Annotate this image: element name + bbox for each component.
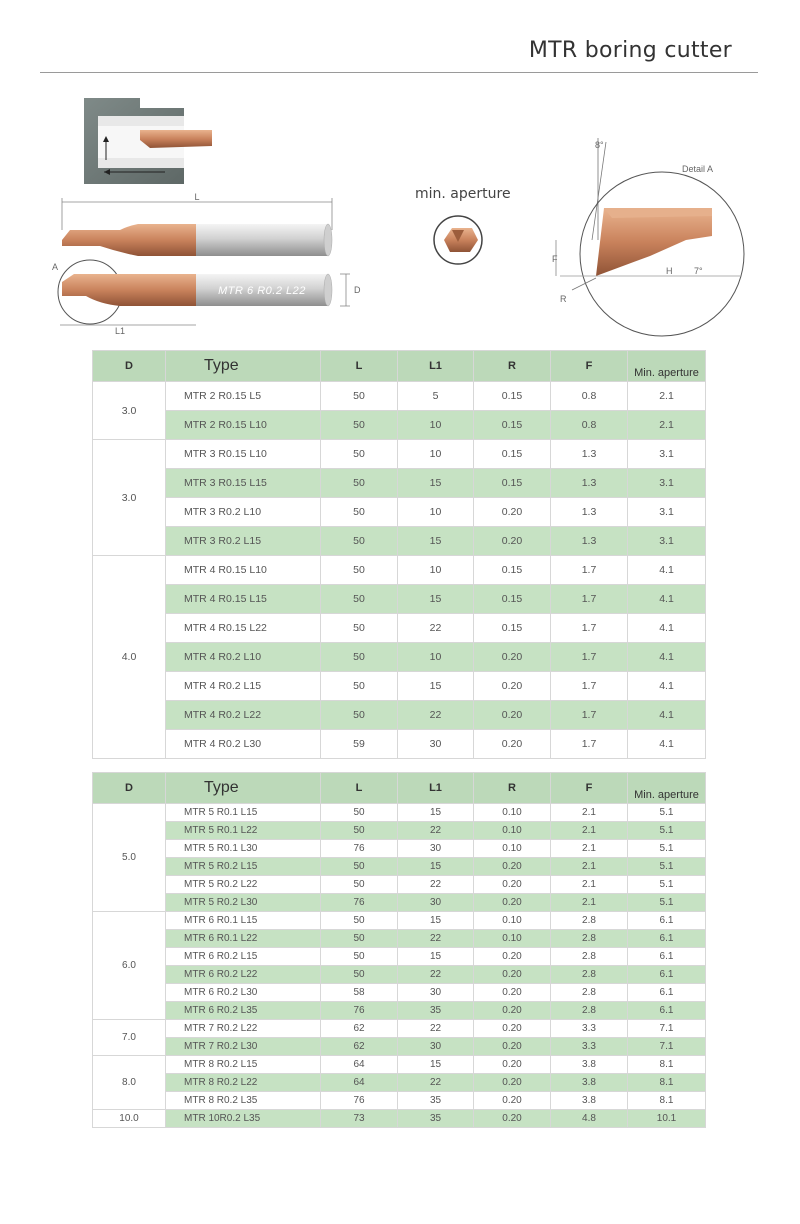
length-cell: 50 <box>321 672 398 701</box>
type-cell: MTR 5 R0.1 L30 <box>166 840 321 858</box>
diameter-cell: 3.0 <box>93 382 166 440</box>
min-aperture-cell: 8.1 <box>628 1092 706 1110</box>
length1-cell: 22 <box>398 1020 474 1038</box>
min-aperture-cell: 6.1 <box>628 948 706 966</box>
f-cell: 3.8 <box>551 1056 628 1074</box>
length1-cell: 15 <box>398 469 474 498</box>
radius-cell: 0.20 <box>474 527 551 556</box>
radius-cell: 0.10 <box>474 930 551 948</box>
length-cell: 76 <box>321 1092 398 1110</box>
header-d: D <box>93 773 166 804</box>
diameter-cell: 6.0 <box>93 912 166 1020</box>
spec-table-2-body <box>93 804 706 1128</box>
tool-marked-view <box>52 260 361 336</box>
length-cell: 50 <box>321 876 398 894</box>
radius-cell: 0.15 <box>474 411 551 440</box>
length-cell: 50 <box>321 440 398 469</box>
length-cell: 50 <box>321 643 398 672</box>
type-cell: MTR 5 R0.2 L22 <box>166 876 321 894</box>
length-cell: 50 <box>321 527 398 556</box>
type-cell: MTR 10R0.2 L35 <box>166 1110 321 1128</box>
length1-cell: 15 <box>398 1056 474 1074</box>
type-cell: MTR 4 R0.15 L10 <box>166 556 321 585</box>
min-aperture-cell: 6.1 <box>628 966 706 984</box>
type-cell: MTR 5 R0.2 L15 <box>166 858 321 876</box>
length-cell: 50 <box>321 498 398 527</box>
angle-top-label: 8° <box>595 140 604 150</box>
length1-cell: 22 <box>398 876 474 894</box>
min-aperture-cell: 3.1 <box>628 440 706 469</box>
length1-cell: 15 <box>398 948 474 966</box>
type-cell: MTR 6 R0.1 L22 <box>166 930 321 948</box>
table-row <box>93 1056 706 1074</box>
min-aperture-cell: 3.1 <box>628 469 706 498</box>
length1-cell: 22 <box>398 614 474 643</box>
table-row <box>93 701 706 730</box>
diameter-cell: 5.0 <box>93 804 166 912</box>
length-cell: 50 <box>321 469 398 498</box>
length1-cell: 30 <box>398 984 474 1002</box>
table-row <box>93 672 706 701</box>
radius-cell: 0.20 <box>474 1056 551 1074</box>
table-row <box>93 527 706 556</box>
diameter-cell: 10.0 <box>93 1110 166 1128</box>
table-row <box>93 1038 706 1056</box>
radius-cell: 0.10 <box>474 912 551 930</box>
type-cell: MTR 6 R0.2 L22 <box>166 966 321 984</box>
radius-cell: 0.20 <box>474 1092 551 1110</box>
f-cell: 1.3 <box>551 527 628 556</box>
min-aperture-cell: 10.1 <box>628 1110 706 1128</box>
table-row <box>93 804 706 822</box>
type-cell: MTR 5 R0.2 L30 <box>166 894 321 912</box>
length-cell: 62 <box>321 1020 398 1038</box>
type-cell: MTR 3 R0.2 L10 <box>166 498 321 527</box>
length1-cell: 10 <box>398 440 474 469</box>
type-cell: MTR 4 R0.2 L30 <box>166 730 321 759</box>
table-row <box>93 614 706 643</box>
radius-cell: 0.15 <box>474 585 551 614</box>
type-cell: MTR 2 R0.15 L5 <box>166 382 321 411</box>
min-aperture-cell: 5.1 <box>628 822 706 840</box>
f-cell: 1.7 <box>551 672 628 701</box>
header-l: L <box>321 773 398 804</box>
header-type: Type <box>166 773 321 804</box>
table-row <box>93 822 706 840</box>
radius-cell: 0.15 <box>474 469 551 498</box>
min-aperture-cell: 8.1 <box>628 1056 706 1074</box>
header-l1: L1 <box>398 351 474 382</box>
table-row <box>93 858 706 876</box>
table-row <box>93 411 706 440</box>
length-cell: 50 <box>321 411 398 440</box>
f-cell: 2.8 <box>551 984 628 1002</box>
table-row <box>93 1092 706 1110</box>
header-f: F <box>551 773 628 804</box>
length1-cell: 10 <box>398 411 474 440</box>
table-row <box>93 966 706 984</box>
type-cell: MTR 6 R0.2 L30 <box>166 984 321 1002</box>
length1-cell: 30 <box>398 840 474 858</box>
length1-cell: 10 <box>398 498 474 527</box>
length-cell: 50 <box>321 701 398 730</box>
tool-side-view <box>62 192 332 256</box>
f-cell: 2.8 <box>551 948 628 966</box>
table-row <box>93 1110 706 1128</box>
f-cell: 1.7 <box>551 614 628 643</box>
min-aperture-cell: 5.1 <box>628 804 706 822</box>
f-cell: 1.7 <box>551 556 628 585</box>
radius-cell: 0.15 <box>474 382 551 411</box>
header-l1: L1 <box>398 773 474 804</box>
table-row <box>93 912 706 930</box>
label-R: R <box>560 294 567 304</box>
label-L: L <box>194 192 200 202</box>
radius-cell: 0.20 <box>474 948 551 966</box>
f-cell: 4.8 <box>551 1110 628 1128</box>
min-aperture-cell: 3.1 <box>628 498 706 527</box>
table-row <box>93 556 706 585</box>
radius-cell: 0.20 <box>474 498 551 527</box>
f-cell: 0.8 <box>551 411 628 440</box>
page-title: MTR boring cutter <box>528 38 732 63</box>
label-F: F <box>552 254 558 264</box>
tool-diagram <box>0 90 800 345</box>
min-aperture-cell: 4.1 <box>628 672 706 701</box>
table-row <box>93 440 706 469</box>
diameter-cell: 3.0 <box>93 440 166 556</box>
radius-cell: 0.15 <box>474 556 551 585</box>
f-cell: 1.3 <box>551 498 628 527</box>
min-aperture-cell: 4.1 <box>628 730 706 759</box>
diameter-cell: 4.0 <box>93 556 166 759</box>
min-aperture-cell: 5.1 <box>628 876 706 894</box>
f-cell: 0.8 <box>551 382 628 411</box>
length-cell: 50 <box>321 585 398 614</box>
radius-cell: 0.20 <box>474 876 551 894</box>
radius-cell: 0.20 <box>474 1110 551 1128</box>
length1-cell: 5 <box>398 382 474 411</box>
radius-cell: 0.20 <box>474 984 551 1002</box>
min-aperture-cell: 7.1 <box>628 1038 706 1056</box>
length-cell: 50 <box>321 930 398 948</box>
radius-cell: 0.20 <box>474 858 551 876</box>
length-cell: 50 <box>321 804 398 822</box>
type-cell: MTR 3 R0.15 L10 <box>166 440 321 469</box>
length1-cell: 15 <box>398 912 474 930</box>
length-cell: 50 <box>321 912 398 930</box>
min-aperture-cell: 4.1 <box>628 585 706 614</box>
f-cell: 1.7 <box>551 730 628 759</box>
length1-cell: 35 <box>398 1002 474 1020</box>
type-cell: MTR 5 R0.1 L15 <box>166 804 321 822</box>
detail-a-label: Detail A <box>682 164 714 174</box>
f-cell: 2.1 <box>551 858 628 876</box>
type-cell: MTR 6 R0.1 L15 <box>166 912 321 930</box>
f-cell: 2.8 <box>551 966 628 984</box>
f-cell: 2.1 <box>551 840 628 858</box>
f-cell: 2.1 <box>551 876 628 894</box>
radius-cell: 0.10 <box>474 822 551 840</box>
type-cell: MTR 2 R0.15 L10 <box>166 411 321 440</box>
radius-cell: 0.20 <box>474 1002 551 1020</box>
length1-cell: 30 <box>398 1038 474 1056</box>
type-cell: MTR 4 R0.15 L15 <box>166 585 321 614</box>
type-cell: MTR 4 R0.15 L22 <box>166 614 321 643</box>
radius-cell: 0.15 <box>474 440 551 469</box>
type-cell: MTR 4 R0.2 L15 <box>166 672 321 701</box>
diameter-cell: 8.0 <box>93 1056 166 1110</box>
min-aperture-cell: 2.1 <box>628 382 706 411</box>
min-aperture-cell: 6.1 <box>628 930 706 948</box>
label-D: D <box>354 285 361 295</box>
f-cell: 2.1 <box>551 804 628 822</box>
min-aperture-label: min. aperture <box>415 186 511 202</box>
spec-table-2 <box>92 772 706 1128</box>
length-cell: 73 <box>321 1110 398 1128</box>
radius-cell: 0.20 <box>474 1038 551 1056</box>
table-row <box>93 643 706 672</box>
min-aperture-cell: 4.1 <box>628 701 706 730</box>
length-cell: 50 <box>321 614 398 643</box>
table-row <box>93 382 706 411</box>
f-cell: 3.3 <box>551 1020 628 1038</box>
length1-cell: 22 <box>398 701 474 730</box>
radius-cell: 0.20 <box>474 1020 551 1038</box>
length1-cell: 35 <box>398 1110 474 1128</box>
length1-cell: 15 <box>398 585 474 614</box>
spec-table-1-body <box>93 382 706 759</box>
header-type: Type <box>166 351 321 382</box>
radius-cell: 0.20 <box>474 966 551 984</box>
radius-cell: 0.20 <box>474 672 551 701</box>
min-aperture-cell: 6.1 <box>628 912 706 930</box>
length1-cell: 22 <box>398 966 474 984</box>
spec-table-1 <box>92 350 706 759</box>
length-cell: 50 <box>321 382 398 411</box>
min-aperture-cell: 6.1 <box>628 984 706 1002</box>
min-aperture-cell: 5.1 <box>628 858 706 876</box>
table-row <box>93 930 706 948</box>
f-cell: 2.8 <box>551 930 628 948</box>
radius-cell: 0.20 <box>474 894 551 912</box>
radius-cell: 0.20 <box>474 1074 551 1092</box>
table-row <box>93 1074 706 1092</box>
length1-cell: 15 <box>398 672 474 701</box>
header-r: R <box>474 351 551 382</box>
length1-cell: 30 <box>398 894 474 912</box>
length-cell: 50 <box>321 948 398 966</box>
label-A: A <box>52 262 59 272</box>
table-row <box>93 1020 706 1038</box>
table-row <box>93 984 706 1002</box>
min-aperture-cell: 4.1 <box>628 556 706 585</box>
table-row <box>93 498 706 527</box>
type-cell: MTR 6 R0.2 L15 <box>166 948 321 966</box>
min-aperture-cell: 5.1 <box>628 840 706 858</box>
diameter-cell: 7.0 <box>93 1020 166 1056</box>
type-cell: MTR 7 R0.2 L22 <box>166 1020 321 1038</box>
length-cell: 58 <box>321 984 398 1002</box>
length-cell: 76 <box>321 894 398 912</box>
title-divider <box>40 72 758 73</box>
length-cell: 50 <box>321 966 398 984</box>
table-row <box>93 730 706 759</box>
type-cell: MTR 6 R0.2 L35 <box>166 1002 321 1020</box>
table-row <box>93 876 706 894</box>
type-cell: MTR 8 R0.2 L35 <box>166 1092 321 1110</box>
length-cell: 62 <box>321 1038 398 1056</box>
table-row <box>93 948 706 966</box>
type-cell: MTR 3 R0.2 L15 <box>166 527 321 556</box>
length1-cell: 22 <box>398 822 474 840</box>
f-cell: 1.7 <box>551 643 628 672</box>
f-cell: 1.3 <box>551 440 628 469</box>
f-cell: 1.3 <box>551 469 628 498</box>
length1-cell: 15 <box>398 527 474 556</box>
f-cell: 3.8 <box>551 1074 628 1092</box>
shank-marking: MTR 6 R0.2 L22 <box>218 285 306 297</box>
min-aperture-cell: 6.1 <box>628 1002 706 1020</box>
type-cell: MTR 5 R0.1 L22 <box>166 822 321 840</box>
type-cell: MTR 4 R0.2 L22 <box>166 701 321 730</box>
length-cell: 76 <box>321 1002 398 1020</box>
type-cell: MTR 4 R0.2 L10 <box>166 643 321 672</box>
type-cell: MTR 8 R0.2 L22 <box>166 1074 321 1092</box>
angle-side-label: 7° <box>694 266 703 276</box>
workpiece-illustration <box>84 98 212 184</box>
header-d: D <box>93 351 166 382</box>
length1-cell: 22 <box>398 1074 474 1092</box>
min-aperture-cell: 5.1 <box>628 894 706 912</box>
min-aperture-cell: 8.1 <box>628 1074 706 1092</box>
radius-cell: 0.10 <box>474 840 551 858</box>
radius-cell: 0.20 <box>474 643 551 672</box>
min-aperture-cell: 2.1 <box>628 411 706 440</box>
type-cell: MTR 7 R0.2 L30 <box>166 1038 321 1056</box>
radius-cell: 0.10 <box>474 804 551 822</box>
header-f: F <box>551 351 628 382</box>
table-row <box>93 840 706 858</box>
min-aperture-cell: 3.1 <box>628 527 706 556</box>
f-cell: 1.7 <box>551 585 628 614</box>
f-cell: 2.8 <box>551 912 628 930</box>
min-aperture-cell: 4.1 <box>628 614 706 643</box>
f-cell: 2.1 <box>551 894 628 912</box>
f-cell: 2.1 <box>551 822 628 840</box>
length-cell: 64 <box>321 1074 398 1092</box>
table-row <box>93 469 706 498</box>
f-cell: 1.7 <box>551 701 628 730</box>
f-cell: 2.8 <box>551 1002 628 1020</box>
length-cell: 64 <box>321 1056 398 1074</box>
f-cell: 3.8 <box>551 1092 628 1110</box>
table-row <box>93 1002 706 1020</box>
label-L1: L1 <box>114 326 126 336</box>
length-cell: 50 <box>321 858 398 876</box>
label-H: H <box>666 266 673 276</box>
length1-cell: 15 <box>398 858 474 876</box>
radius-cell: 0.20 <box>474 701 551 730</box>
header-min-aperture: Min. aperture <box>628 351 706 382</box>
length-cell: 50 <box>321 822 398 840</box>
header-r: R <box>474 773 551 804</box>
length1-cell: 10 <box>398 556 474 585</box>
min-aperture-illustration <box>415 186 511 264</box>
min-aperture-cell: 4.1 <box>628 643 706 672</box>
radius-cell: 0.20 <box>474 730 551 759</box>
f-cell: 3.3 <box>551 1038 628 1056</box>
detail-a-illustration <box>552 138 744 336</box>
length1-cell: 10 <box>398 643 474 672</box>
table-row <box>93 894 706 912</box>
header-min-aperture: Min. aperture <box>628 773 706 804</box>
header-l: L <box>321 351 398 382</box>
table-row <box>93 585 706 614</box>
type-cell: MTR 8 R0.2 L15 <box>166 1056 321 1074</box>
length1-cell: 30 <box>398 730 474 759</box>
length-cell: 50 <box>321 556 398 585</box>
length1-cell: 15 <box>398 804 474 822</box>
radius-cell: 0.15 <box>474 614 551 643</box>
length1-cell: 35 <box>398 1092 474 1110</box>
length-cell: 59 <box>321 730 398 759</box>
length1-cell: 22 <box>398 930 474 948</box>
type-cell: MTR 3 R0.15 L15 <box>166 469 321 498</box>
length-cell: 76 <box>321 840 398 858</box>
min-aperture-cell: 7.1 <box>628 1020 706 1038</box>
